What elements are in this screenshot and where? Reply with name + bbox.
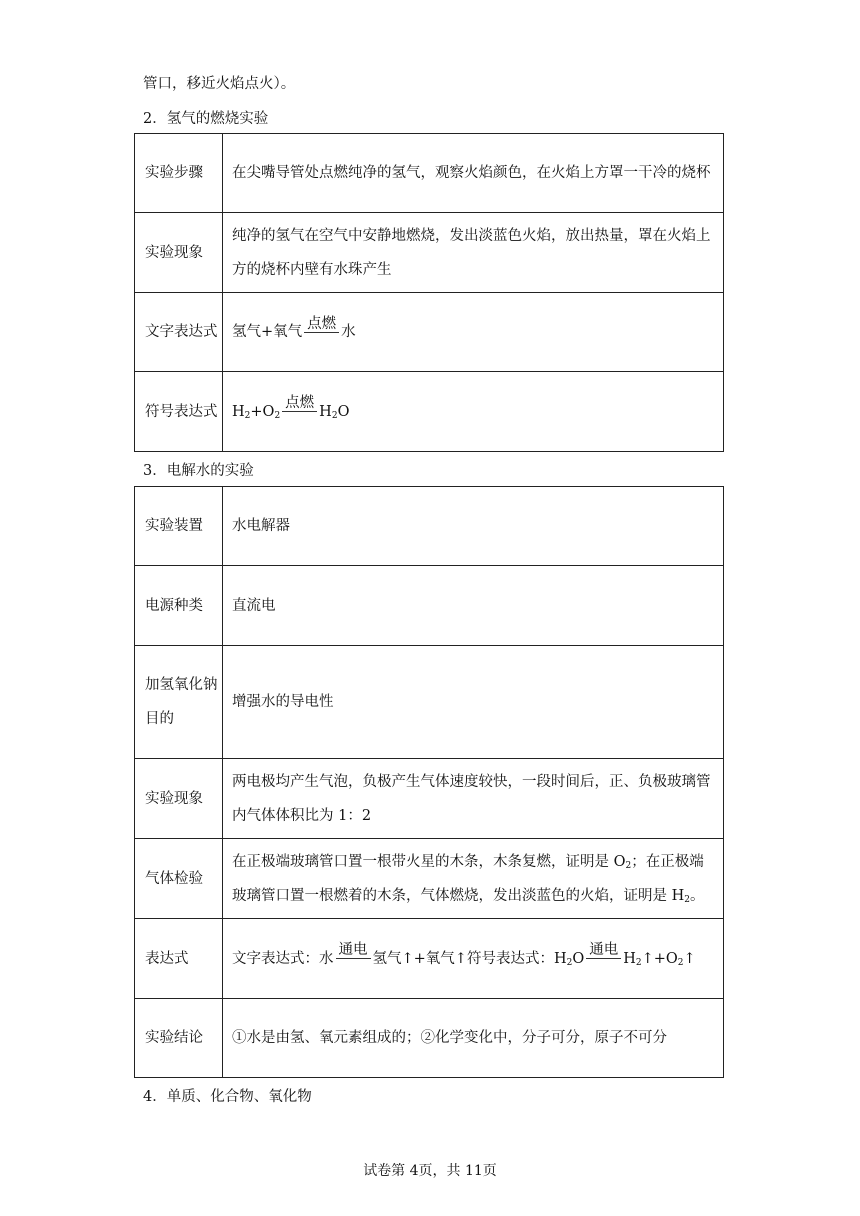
row-value: 在尖嘴导管处点燃纯净的氢气，观察火焰颜色，在火焰上方罩一干冷的烧杯	[223, 134, 724, 213]
row-key: 实验结论	[135, 999, 223, 1078]
hydrogen-combustion-table	[134, 133, 724, 452]
row-value: 两电极均产生气泡，负极产生气体速度较快，一段时间后，正、负极玻璃管内气体体积比为 1：2	[223, 759, 724, 839]
reaction-condition: 通电	[586, 942, 621, 959]
row-key: 表达式	[135, 919, 223, 999]
section-2-title: 2．氢气的燃烧实验	[143, 111, 269, 127]
row-value: 水电解器	[223, 487, 724, 566]
reaction-condition: 点燃	[304, 316, 339, 333]
section-4-title: 4．单质、化合物、氧化物	[143, 1089, 312, 1105]
gas-test-value: 在正极端玻璃管口置一根带火星的木条，木条复燃，证明是 $O_2$；在正极端玻璃管口置一根燃着的木条，气体燃烧，发出淡蓝色的火焰，证明是 $H_2$。	[223, 839, 724, 919]
symbol-equation: $H_2+O_2$ 点燃 $H_2O$	[223, 372, 724, 452]
table-row	[135, 213, 724, 293]
page-footer: 试卷第 4页，共 11页	[363, 1163, 497, 1179]
row-key: 实验步骤	[135, 134, 223, 213]
row-value: 直流电	[223, 566, 724, 646]
row-value: 纯净的氢气在空气中安静地燃烧，发出淡蓝色火焰，放出热量，罩在火焰上方的烧杯内壁有水珠产生	[223, 213, 724, 293]
table-row	[135, 759, 724, 839]
equation-lhs: 氢气+氧气	[232, 324, 303, 340]
table-row	[135, 293, 724, 372]
reaction-condition: 点燃	[282, 395, 317, 412]
table-row	[135, 134, 724, 213]
top-line: 管口，移近火焰点火）。	[143, 76, 296, 92]
equation-rhs: 水	[341, 324, 356, 340]
table-row	[135, 566, 724, 646]
table-row	[135, 999, 724, 1078]
row-key: 气体检验	[135, 839, 223, 919]
row-key: 实验装置	[135, 487, 223, 566]
table-row	[135, 839, 724, 919]
row-key: 实验现象	[135, 759, 223, 839]
electrolysis-table	[134, 486, 724, 1078]
section-3-title: 3．电解水的实验	[143, 463, 254, 479]
reaction-condition: 通电	[336, 942, 371, 959]
row-key: 符号表达式	[135, 372, 223, 452]
table-row	[135, 372, 724, 452]
table-row	[135, 919, 724, 999]
table-row	[135, 646, 724, 759]
row-key: 实验现象	[135, 213, 223, 293]
table-row	[135, 487, 724, 566]
row-key: 加氢氧化钠目的	[135, 646, 223, 759]
word-equation	[223, 293, 724, 372]
row-key: 文字表达式	[135, 293, 223, 372]
row-key: 电源种类	[135, 566, 223, 646]
row-value: ①水是由氢、氧元素组成的；②化学变化中，分子可分，原子不可分	[223, 999, 724, 1078]
row-value: 增强水的导电性	[223, 646, 724, 759]
electrolysis-equations: 文字表达式：水 通电 氢气↑+氧气↑符号表达式：$H_2O$ 通电 $H_2↑+O_2↑$	[223, 919, 724, 999]
